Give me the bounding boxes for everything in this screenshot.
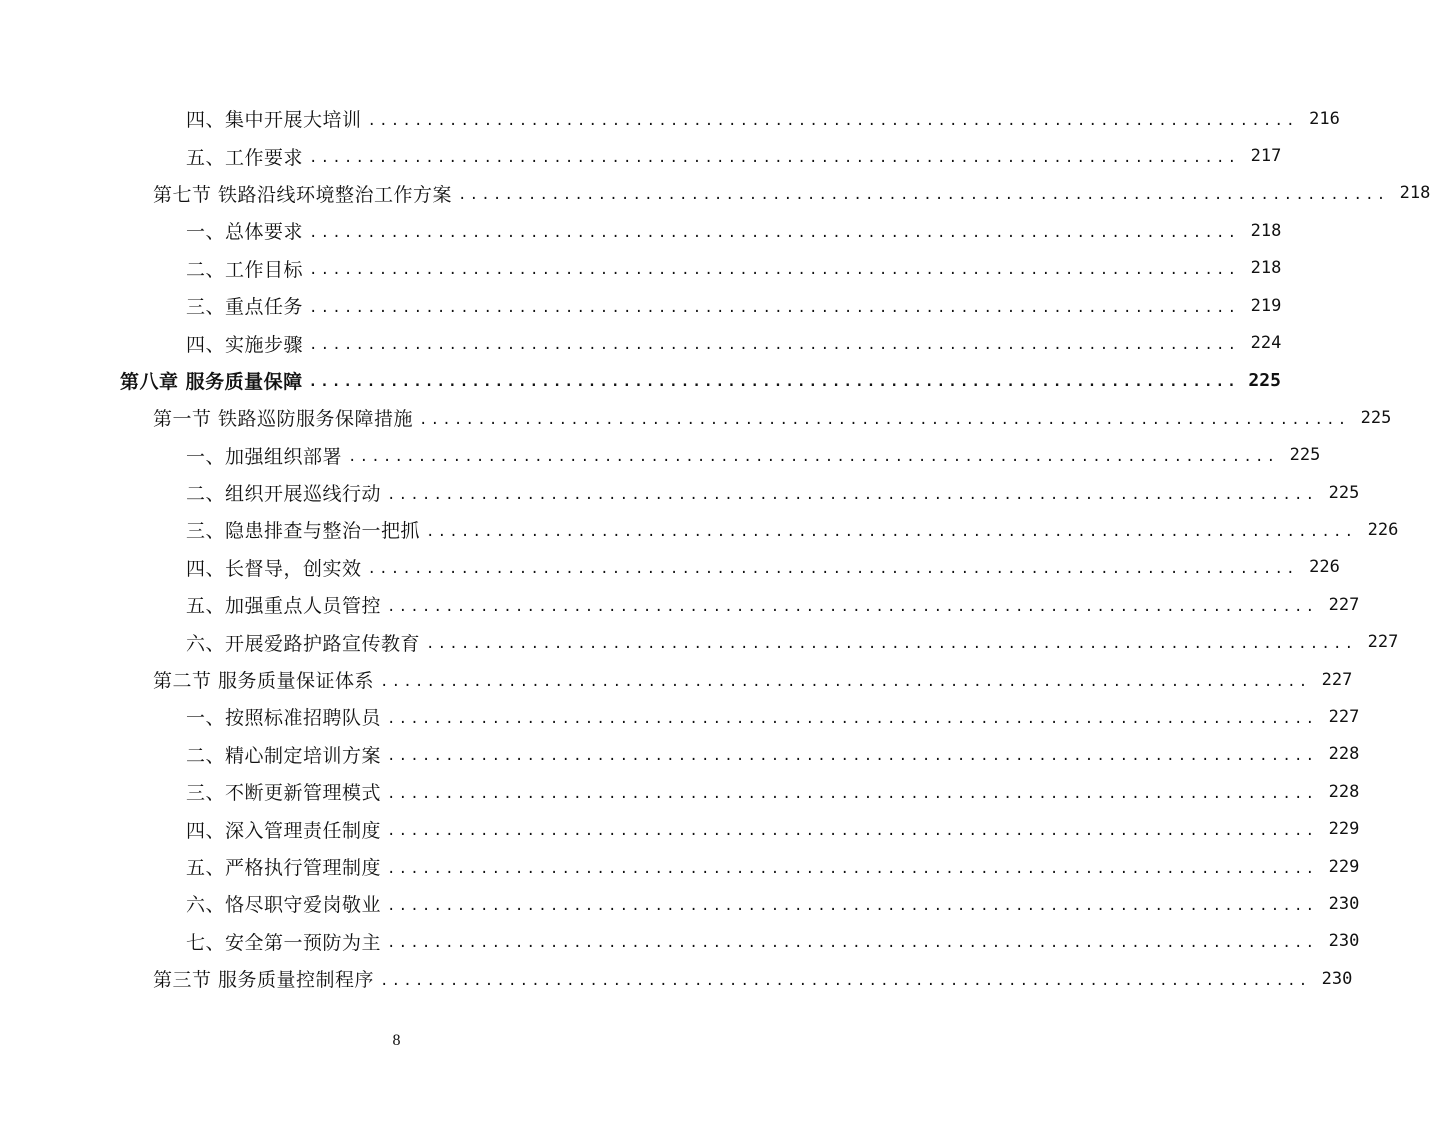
toc-entry-page: 218 <box>1399 183 1430 204</box>
toc-entry-title: 二、精心制定培训方案 <box>186 744 382 767</box>
toc-entry-page: 217 <box>1250 146 1282 167</box>
toc-entry-page: 218 <box>1250 220 1282 241</box>
toc-entry-title: 四、深入管理责任制度 <box>186 819 382 842</box>
toc-entry-page: 225 <box>1328 482 1360 503</box>
toc-entry-title: 三、隐患排查与整治一把抓 <box>186 520 421 543</box>
toc-entry-page: 216 <box>1309 108 1340 129</box>
toc-entry-page: 230 <box>1328 931 1360 952</box>
toc-entry-sub[interactable] <box>0 474 1360 511</box>
toc-entry-page: 230 <box>1328 893 1360 914</box>
toc-entry-page: 225 <box>1289 445 1321 466</box>
toc-entry-page: 224 <box>1250 333 1282 354</box>
page-number: 8 <box>392 1032 401 1049</box>
toc-entry-page: 227 <box>1367 632 1399 653</box>
toc-dot-leader: ................................................................................ <box>380 972 1311 989</box>
toc-entry-sub[interactable] <box>0 586 1360 623</box>
toc-entry-section[interactable] <box>0 399 1392 436</box>
toc-entry-title: 七、安全第一预防为主 <box>186 931 382 954</box>
toc-entry-section[interactable] <box>0 175 1430 212</box>
toc-entry-title: 六、开展爱路护路宣传教育 <box>186 632 421 655</box>
toc-entry-title: 五、工作要求 <box>186 146 304 169</box>
toc-dot-leader: ................................................................................ <box>380 673 1311 690</box>
toc-dot-leader: ................................................................................ <box>387 860 1318 877</box>
toc-dot-leader: ................................................................................ <box>309 337 1240 354</box>
toc-dot-leader: ................................................................................ <box>309 150 1240 167</box>
toc-entry-title: 三、重点任务 <box>186 296 304 319</box>
toc-entry-title: 五、严格执行管理制度 <box>186 857 382 879</box>
toc-entry-sub[interactable] <box>0 324 1282 361</box>
toc-entry-page: 229 <box>1328 819 1360 840</box>
toc-entry-sub[interactable] <box>0 287 1282 324</box>
toc-dot-leader: ................................................................................ <box>367 561 1298 578</box>
toc-dot-leader: ................................................................................ <box>419 411 1350 428</box>
toc-entry-page: 227 <box>1328 706 1360 727</box>
table-of-contents <box>0 100 1430 997</box>
toc-entry-sub[interactable] <box>0 773 1360 810</box>
toc-entry-title: 四、实施步骤 <box>186 333 304 356</box>
toc-entry-page: 230 <box>1321 968 1353 989</box>
toc-dot-leader: ................................................................................ <box>387 748 1318 765</box>
toc-entry-title: 一、加强组织部署 <box>186 445 343 468</box>
toc-entry-page: 227 <box>1328 594 1360 615</box>
toc-entry-page: 228 <box>1328 781 1360 802</box>
toc-entry-title: 一、总体要求 <box>186 221 304 244</box>
toc-dot-leader: ................................................................................ <box>458 187 1389 204</box>
toc-dot-leader: ................................................................................ <box>387 710 1318 727</box>
toc-entry-page: 218 <box>1250 258 1282 279</box>
toc-entry-sub[interactable] <box>0 698 1360 735</box>
toc-dot-leader: ................................................................................ <box>387 486 1318 503</box>
toc-entry-title: 四、长督导，创实效 <box>186 557 362 580</box>
toc-dot-leader: ................................................................................ <box>308 374 1239 391</box>
toc-dot-leader: ................................................................................ <box>387 897 1318 914</box>
toc-entry-title: 第七节 铁路沿线环境整治工作方案 <box>153 183 453 206</box>
toc-entry-page: 219 <box>1250 295 1282 316</box>
toc-dot-leader: ................................................................................ <box>309 299 1240 316</box>
toc-entry-title: 三、不断更新管理模式 <box>186 782 382 805</box>
toc-entry-sub[interactable] <box>0 923 1360 960</box>
toc-entry-page: 229 <box>1328 856 1360 877</box>
toc-dot-leader: ................................................................................ <box>387 935 1318 952</box>
toc-dot-leader: ................................................................................ <box>309 224 1240 241</box>
toc-entry-page: 228 <box>1328 744 1360 765</box>
toc-entry-page: 226 <box>1367 519 1399 540</box>
toc-entry-sub[interactable] <box>0 250 1282 287</box>
toc-entry-title: 二、工作目标 <box>186 258 304 281</box>
toc-dot-leader: ................................................................................ <box>426 636 1357 653</box>
toc-entry-sub[interactable] <box>0 511 1399 548</box>
toc-entry-chapter[interactable] <box>0 362 1281 399</box>
toc-entry-title: 六、恪尽职守爱岗敬业 <box>186 894 382 917</box>
toc-entry-sub[interactable] <box>0 885 1360 922</box>
toc-entry-sub[interactable] <box>0 100 1340 137</box>
toc-entry-page: 225 <box>1360 407 1392 428</box>
toc-dot-leader: ................................................................................ <box>367 112 1298 129</box>
toc-entry-sub[interactable] <box>0 137 1282 174</box>
toc-entry-sub[interactable] <box>0 212 1282 249</box>
toc-entry-title: 二、组织开展巡线行动 <box>186 483 382 506</box>
toc-dot-leader: ................................................................................ <box>309 262 1240 279</box>
toc-entry-title: 一、按照标准招聘队员 <box>186 707 382 730</box>
toc-entry-sub[interactable] <box>0 848 1360 885</box>
toc-dot-leader: ................................................................................ <box>348 449 1279 466</box>
toc-entry-sub[interactable] <box>0 810 1360 847</box>
toc-entry-sub[interactable] <box>0 736 1360 773</box>
toc-entry-title: 五、加强重点人员管控 <box>186 595 382 618</box>
toc-dot-leader: ................................................................................ <box>387 598 1318 615</box>
toc-dot-leader: ................................................................................ <box>387 785 1318 802</box>
toc-entry-section[interactable] <box>0 960 1353 997</box>
toc-entry-title: 第三节 服务质量控制程序 <box>153 969 375 992</box>
toc-entry-title: 第一节 铁路巡防服务保障措施 <box>153 408 414 431</box>
toc-entry-title: 第二节 服务质量保证体系 <box>153 670 375 693</box>
toc-dot-leader: ................................................................................ <box>426 523 1357 540</box>
toc-entry-section[interactable] <box>0 661 1353 698</box>
toc-entry-title: 四、集中开展大培训 <box>186 109 362 132</box>
toc-entry-page: 225 <box>1248 369 1281 391</box>
toc-dot-leader: ................................................................................ <box>387 823 1318 840</box>
toc-entry-sub[interactable] <box>0 437 1321 474</box>
toc-entry-sub[interactable] <box>0 623 1399 660</box>
toc-entry-sub[interactable] <box>0 549 1340 586</box>
toc-entry-page: 226 <box>1309 557 1340 578</box>
toc-entry-title: 第八章 服务质量保障 <box>120 370 303 393</box>
toc-entry-page: 227 <box>1321 669 1353 690</box>
